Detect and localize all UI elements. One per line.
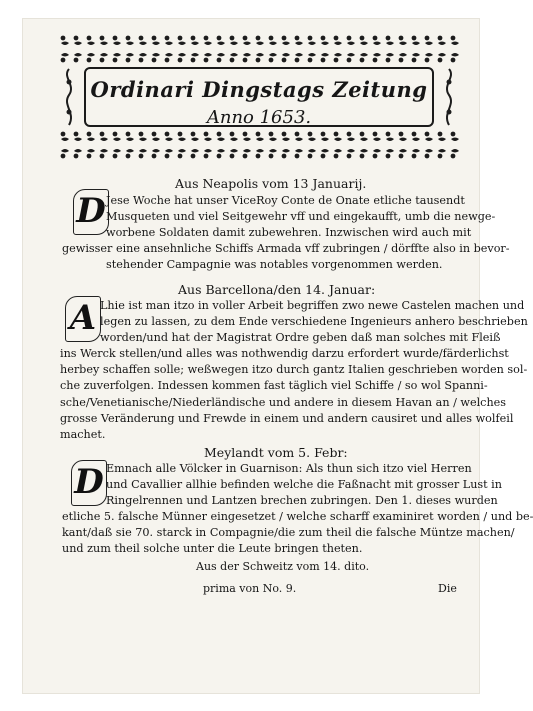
ornament-leaf bbox=[386, 53, 394, 57]
ornament-dot bbox=[425, 58, 430, 63]
article-line: herbey schaffen solle; weßwegen itzo durch gantz Italien geschrieben worden sol- bbox=[60, 363, 528, 377]
drop-cap: A bbox=[69, 298, 97, 338]
ornament-leaf bbox=[373, 42, 381, 46]
ornament-dot bbox=[243, 36, 248, 41]
ornament-dot bbox=[295, 58, 300, 63]
ornament-leaf bbox=[282, 53, 290, 57]
ornament-dot bbox=[308, 58, 313, 63]
ornament-leaf bbox=[87, 42, 95, 46]
ornament-dot bbox=[347, 36, 352, 41]
article-line: sche/Venetianische/Niederländische und andere in diesem Havan an / welches bbox=[60, 395, 507, 409]
ornament-dot bbox=[74, 154, 79, 159]
ornament-dot bbox=[230, 36, 235, 41]
ornament-dot bbox=[243, 132, 248, 137]
ornament-dot bbox=[100, 132, 105, 137]
ornament-dot bbox=[61, 154, 66, 159]
ornament-leaf bbox=[61, 138, 69, 142]
ornament-dot bbox=[230, 154, 235, 159]
ornament-dot bbox=[451, 154, 456, 159]
ornament-dot bbox=[139, 154, 144, 159]
ornament-leaf bbox=[399, 42, 407, 46]
ornament-leaf bbox=[425, 42, 433, 46]
ornament-dot bbox=[347, 154, 352, 159]
newspaper-year: Anno 1653. bbox=[206, 107, 312, 128]
ornament-dot bbox=[425, 154, 430, 159]
ornament-dot bbox=[204, 154, 209, 159]
ornament-leaf bbox=[399, 138, 407, 142]
ornament-leaf bbox=[438, 42, 446, 46]
ornament-dot bbox=[100, 36, 105, 41]
ornament-leaf bbox=[347, 53, 355, 57]
ornament-dot bbox=[282, 132, 287, 137]
ornament-leaf bbox=[269, 149, 277, 153]
ornament-leaf bbox=[126, 53, 134, 57]
ornament-dot bbox=[204, 36, 209, 41]
ornament-leaf bbox=[217, 42, 225, 46]
ornament-leaf bbox=[295, 149, 303, 153]
ornament-dot bbox=[165, 58, 170, 63]
ornament-dot bbox=[386, 154, 391, 159]
ornament-dot bbox=[295, 132, 300, 137]
ornament-leaf bbox=[100, 149, 108, 153]
ornament-leaf bbox=[334, 42, 342, 46]
ornament-dot bbox=[113, 132, 118, 137]
article-line: Lhie ist man itzo in voller Arbeit begriffen zwo newe Castelen machen und bbox=[100, 299, 525, 312]
ornament-dot bbox=[256, 36, 261, 41]
ornament-dot bbox=[87, 58, 92, 63]
ornament-dot bbox=[100, 154, 105, 159]
ornament-leaf bbox=[386, 42, 394, 46]
ornament-leaf bbox=[256, 138, 264, 142]
ornament-dot bbox=[191, 132, 196, 137]
ornament-leaf bbox=[451, 42, 459, 46]
article-meylandt bbox=[62, 461, 533, 558]
ornament-dot bbox=[412, 132, 417, 137]
ornament-dot bbox=[308, 154, 313, 159]
ornament-leaf bbox=[256, 42, 264, 46]
ornament-leaf bbox=[87, 149, 95, 153]
ornament-dot bbox=[178, 132, 183, 137]
ornament-leaf bbox=[100, 53, 108, 57]
ornament-dot bbox=[256, 132, 261, 137]
ornament-leaf bbox=[295, 138, 303, 142]
drop-cap: D bbox=[74, 462, 104, 502]
drop-cap: D bbox=[76, 191, 106, 231]
ornament-leaf bbox=[61, 42, 69, 46]
ornament-dot bbox=[295, 154, 300, 159]
ornament-leaf bbox=[74, 149, 82, 153]
ornament-dot bbox=[399, 132, 404, 137]
closing-heading: Aus der Schweitz vom 14. dito. bbox=[196, 560, 370, 573]
ornament-dot bbox=[230, 58, 235, 63]
ornament-dot bbox=[126, 154, 131, 159]
ornament-leaf bbox=[438, 53, 446, 57]
ornament-leaf bbox=[321, 42, 329, 46]
ornament-dot bbox=[295, 36, 300, 41]
ornament-dot bbox=[334, 154, 339, 159]
ornament-dot bbox=[373, 36, 378, 41]
ornament-border-top-inner bbox=[58, 51, 460, 65]
ornament-leaf bbox=[178, 149, 186, 153]
ornament-dot bbox=[321, 58, 326, 63]
ornament-leaf bbox=[373, 53, 381, 57]
article-line: legen zu lassen, zu dem Ende verschiedene Ingenieurs anhero beschrieben bbox=[100, 315, 528, 329]
ornament-dot bbox=[360, 154, 365, 159]
ornament-leaf bbox=[425, 149, 433, 153]
article-line: ins Werck stellen/und alles was nothwendig darzu erfordert wurde/färderlichst bbox=[60, 347, 509, 361]
article-line: worden/und hat der Magistrat Ordre geben daß man solches mit Fleiß bbox=[100, 331, 501, 345]
ornament-dot bbox=[412, 154, 417, 159]
ornament-leaf bbox=[178, 53, 186, 57]
ornament-dot bbox=[178, 36, 183, 41]
ornament-dot bbox=[282, 154, 287, 159]
ornament-dot bbox=[61, 132, 66, 137]
ornament-dot bbox=[321, 154, 326, 159]
ornament-leaf bbox=[191, 138, 199, 142]
ornament-dot bbox=[373, 58, 378, 63]
ornament-leaf bbox=[412, 53, 420, 57]
ornament-leaf bbox=[204, 53, 212, 57]
article-line: machet. bbox=[60, 427, 106, 441]
ornament-dot bbox=[360, 58, 365, 63]
ornament-border-top bbox=[58, 33, 460, 47]
ornament-leaf bbox=[61, 149, 69, 153]
ornament-leaf bbox=[438, 149, 446, 153]
article-line: etliche 5. falsche Münner eingesetzet / welche scharff examiniret worden / und be- bbox=[62, 510, 533, 524]
ornament-leaf bbox=[74, 138, 82, 142]
ornament-dot bbox=[243, 58, 248, 63]
ornament-dot bbox=[308, 132, 313, 137]
ornament-leaf bbox=[152, 149, 160, 153]
ornament-leaf bbox=[295, 53, 303, 57]
ornament-dot bbox=[74, 36, 79, 41]
ornament-dot bbox=[100, 58, 105, 63]
article-line: Ringelrennen und Lantzen brechen zubringen. Den 1. dieses wurden bbox=[106, 494, 498, 508]
article-barcellona bbox=[60, 298, 528, 443]
article-line: und Cavallier allhie befinden welche die Faßnacht mit grosser Lust in bbox=[106, 478, 502, 492]
ornament-leaf bbox=[360, 42, 368, 46]
ornament-dot bbox=[191, 36, 196, 41]
ornament-leaf bbox=[256, 53, 264, 57]
ornament-leaf bbox=[334, 53, 342, 57]
ornament-leaf bbox=[87, 53, 95, 57]
ornament-dot bbox=[139, 58, 144, 63]
ornament-leaf bbox=[425, 138, 433, 142]
ornament-dot bbox=[87, 36, 92, 41]
ornament-leaf bbox=[412, 138, 420, 142]
ornament-dot bbox=[204, 58, 209, 63]
ornament-leaf bbox=[230, 42, 238, 46]
ornament-leaf bbox=[61, 53, 69, 57]
ornament-dot bbox=[113, 154, 118, 159]
ornament-dot bbox=[412, 36, 417, 41]
ornament-dot bbox=[321, 36, 326, 41]
ornament-leaf bbox=[451, 138, 459, 142]
ornament-dot bbox=[126, 36, 131, 41]
ornament-dot bbox=[165, 154, 170, 159]
ornament-dot bbox=[152, 154, 157, 159]
ornament-leaf bbox=[191, 149, 199, 153]
ornament-dot bbox=[399, 58, 404, 63]
ornament-leaf bbox=[347, 42, 355, 46]
ornament-dot bbox=[113, 58, 118, 63]
ornament-leaf bbox=[126, 138, 134, 142]
ornament-leaf bbox=[74, 53, 82, 57]
ornament-leaf bbox=[217, 138, 225, 142]
ornament-leaf bbox=[269, 53, 277, 57]
ornament-dot bbox=[360, 36, 365, 41]
ornament-leaf bbox=[230, 53, 238, 57]
ornament-dot bbox=[373, 132, 378, 137]
ornament-dot bbox=[438, 58, 443, 63]
ornament-dot bbox=[282, 36, 287, 41]
ornament-dot bbox=[425, 132, 430, 137]
article-line: worbene Soldaten damit zubewehren. Inzwischen wird auch mit bbox=[106, 226, 472, 240]
ornament-leaf bbox=[399, 149, 407, 153]
ornament-leaf bbox=[126, 42, 134, 46]
ornament-leaf bbox=[139, 138, 147, 142]
ornament-leaf bbox=[308, 149, 316, 153]
ornament-leaf bbox=[191, 42, 199, 46]
ornament-dot bbox=[438, 154, 443, 159]
ornament-leaf bbox=[243, 53, 251, 57]
section-heading-meylandt: Meylandt vom 5. Febr: bbox=[204, 445, 348, 460]
ornament-dot bbox=[165, 36, 170, 41]
ornament-leaf bbox=[204, 138, 212, 142]
ornament-leaf bbox=[321, 138, 329, 142]
ornament-leaf bbox=[204, 42, 212, 46]
ornament-dot bbox=[217, 58, 222, 63]
ornament-leaf bbox=[360, 149, 368, 153]
ornament-dot bbox=[126, 132, 131, 137]
ornament-dot bbox=[451, 58, 456, 63]
ornament-leaf bbox=[191, 53, 199, 57]
ornament-dot bbox=[438, 36, 443, 41]
article-line: che zuverfolgen. Indessen kommen fast täglich viel Schiffe / so wol Spanni- bbox=[60, 379, 488, 393]
ornament-leaf bbox=[204, 149, 212, 153]
ornament-leaf bbox=[126, 149, 134, 153]
ornament-leaf bbox=[152, 42, 160, 46]
ornament-dot bbox=[308, 36, 313, 41]
ornament-leaf bbox=[347, 138, 355, 142]
ornament-dot bbox=[152, 132, 157, 137]
ornament-leaf bbox=[373, 149, 381, 153]
ornament-dot bbox=[139, 132, 144, 137]
ornament-dot bbox=[386, 58, 391, 63]
ornament-leaf bbox=[282, 42, 290, 46]
ornament-dot bbox=[87, 154, 92, 159]
ornament-leaf bbox=[243, 138, 251, 142]
ornament-leaf bbox=[74, 42, 82, 46]
signature-mark: prima von No. 9. bbox=[203, 582, 297, 595]
ornament-leaf bbox=[334, 138, 342, 142]
ornament-dot bbox=[87, 132, 92, 137]
ornament-leaf bbox=[152, 138, 160, 142]
ornament-dot bbox=[269, 132, 274, 137]
ornament-dot bbox=[399, 154, 404, 159]
ornament-leaf bbox=[451, 149, 459, 153]
ornament-leaf bbox=[269, 138, 277, 142]
ornament-leaf bbox=[373, 138, 381, 142]
ornament-dot bbox=[191, 154, 196, 159]
ornament-leaf bbox=[87, 138, 95, 142]
ornament-dot bbox=[451, 132, 456, 137]
ornament-leaf bbox=[165, 53, 173, 57]
article-line: Musqueten und viel Seitgewehr vff und eingekaufft, umb die newge- bbox=[106, 210, 496, 224]
ornament-leaf bbox=[178, 138, 186, 142]
article-line: grosse Veränderung und Frewde in einem und andern causiret und alles wolfeil bbox=[60, 411, 514, 425]
ornament-dot bbox=[217, 132, 222, 137]
ornament-leaf bbox=[282, 138, 290, 142]
ornament-dot bbox=[61, 58, 66, 63]
article-neapolis bbox=[62, 193, 510, 273]
ornament-dot bbox=[61, 36, 66, 41]
ornament-dot bbox=[451, 36, 456, 41]
ornament-dot bbox=[347, 132, 352, 137]
ornament-dot bbox=[230, 132, 235, 137]
ornament-dot bbox=[256, 154, 261, 159]
ornament-leaf bbox=[100, 42, 108, 46]
ornament-leaf bbox=[113, 149, 121, 153]
ornament-dot bbox=[399, 36, 404, 41]
ornament-leaf bbox=[139, 53, 147, 57]
ornament-leaf bbox=[139, 42, 147, 46]
section-heading-neapolis: Aus Neapolis vom 13 Januarij. bbox=[175, 176, 367, 191]
ornament-leaf bbox=[243, 42, 251, 46]
ornament-leaf bbox=[451, 53, 459, 57]
catchword: Die bbox=[438, 582, 457, 595]
article-line: Jese Woche hat unser ViceRoy Conte de Onate etliche tausendt bbox=[106, 194, 465, 207]
article-line: gewisser eine ansehnliche Schiffs Armada vff zubringen / dörffte also in bevor- bbox=[62, 242, 510, 256]
ornament-leaf bbox=[308, 42, 316, 46]
article-line: stehender Campagnie was notables vorgenommen werden. bbox=[106, 258, 443, 272]
ornament-dot bbox=[334, 36, 339, 41]
ornament-dot bbox=[334, 132, 339, 137]
ornament-leaf bbox=[256, 149, 264, 153]
ornament-border-bottom bbox=[58, 147, 460, 161]
ornament-dot bbox=[269, 58, 274, 63]
ornament-leaf bbox=[438, 138, 446, 142]
ornament-leaf bbox=[321, 53, 329, 57]
ornament-leaf bbox=[113, 138, 121, 142]
ornament-dot bbox=[269, 154, 274, 159]
ornament-border-bottom-inner bbox=[58, 129, 460, 143]
ornament-leaf bbox=[308, 53, 316, 57]
ornament-leaf bbox=[386, 138, 394, 142]
ornament-leaf bbox=[308, 138, 316, 142]
ornament-leaf bbox=[139, 149, 147, 153]
ornament-leaf bbox=[217, 53, 225, 57]
ornament-dot bbox=[282, 58, 287, 63]
ornament-leaf bbox=[230, 138, 238, 142]
ornament-dot bbox=[178, 58, 183, 63]
ornament-dot bbox=[373, 154, 378, 159]
masthead bbox=[58, 33, 460, 161]
ornament-leaf bbox=[386, 149, 394, 153]
ornament-dot bbox=[334, 58, 339, 63]
ornament-leaf bbox=[282, 149, 290, 153]
ornament-leaf bbox=[178, 42, 186, 46]
ornament-leaf bbox=[217, 149, 225, 153]
ornament-dot bbox=[191, 58, 196, 63]
ornament-dot bbox=[217, 36, 222, 41]
ornament-leaf bbox=[165, 138, 173, 142]
ornament-dot bbox=[425, 36, 430, 41]
ornament-leaf bbox=[425, 53, 433, 57]
ornament-dot bbox=[269, 36, 274, 41]
ornament-leaf bbox=[165, 42, 173, 46]
ornament-leaf bbox=[412, 149, 420, 153]
ornament-dot bbox=[438, 132, 443, 137]
ornament-dot bbox=[386, 132, 391, 137]
ornament-dot bbox=[113, 36, 118, 41]
ornament-leaf bbox=[360, 53, 368, 57]
ornament-dot bbox=[152, 58, 157, 63]
ornament-leaf bbox=[360, 138, 368, 142]
ornament-leaf bbox=[113, 42, 121, 46]
ornament-leaf bbox=[230, 149, 238, 153]
section-heading-barcellona: Aus Barcellona/den 14. Januar: bbox=[178, 282, 376, 297]
ornament-dot bbox=[74, 132, 79, 137]
ornament-dot bbox=[243, 154, 248, 159]
ornament-leaf bbox=[269, 42, 277, 46]
ornament-leaf bbox=[100, 138, 108, 142]
ornament-leaf bbox=[321, 149, 329, 153]
ornament-dot bbox=[217, 154, 222, 159]
ornament-dot bbox=[256, 58, 261, 63]
article-line: kant/daß sie 70. starck in Compagnie/die zum theil die falsche Müntze machen/ bbox=[62, 526, 515, 540]
ornament-dot bbox=[321, 132, 326, 137]
ornament-dot bbox=[126, 58, 131, 63]
ornament-dot bbox=[204, 132, 209, 137]
ornament-leaf bbox=[412, 42, 420, 46]
article-line: Emnach alle Völcker in Guarnison: Als thun sich itzo viel Herren bbox=[106, 462, 472, 475]
ornament-dot bbox=[165, 132, 170, 137]
ornament-dot bbox=[152, 36, 157, 41]
ornament-dot bbox=[347, 58, 352, 63]
article-line: und zum theil solche unter die Leute bringen theten. bbox=[62, 542, 363, 556]
ornament-dot bbox=[74, 58, 79, 63]
ornament-leaf bbox=[113, 53, 121, 57]
ornament-dot bbox=[386, 36, 391, 41]
ornament-dot bbox=[139, 36, 144, 41]
ornament-dot bbox=[360, 132, 365, 137]
newspaper-title: Ordinari Dingstags Zeitung bbox=[90, 77, 428, 102]
ornament-leaf bbox=[152, 53, 160, 57]
ornament-leaf bbox=[243, 149, 251, 153]
ornament-dot bbox=[178, 154, 183, 159]
ornament-leaf bbox=[347, 149, 355, 153]
ornament-leaf bbox=[399, 53, 407, 57]
ornament-leaf bbox=[295, 42, 303, 46]
ornament-dot bbox=[412, 58, 417, 63]
ornament-leaf bbox=[334, 149, 342, 153]
ornament-leaf bbox=[165, 149, 173, 153]
